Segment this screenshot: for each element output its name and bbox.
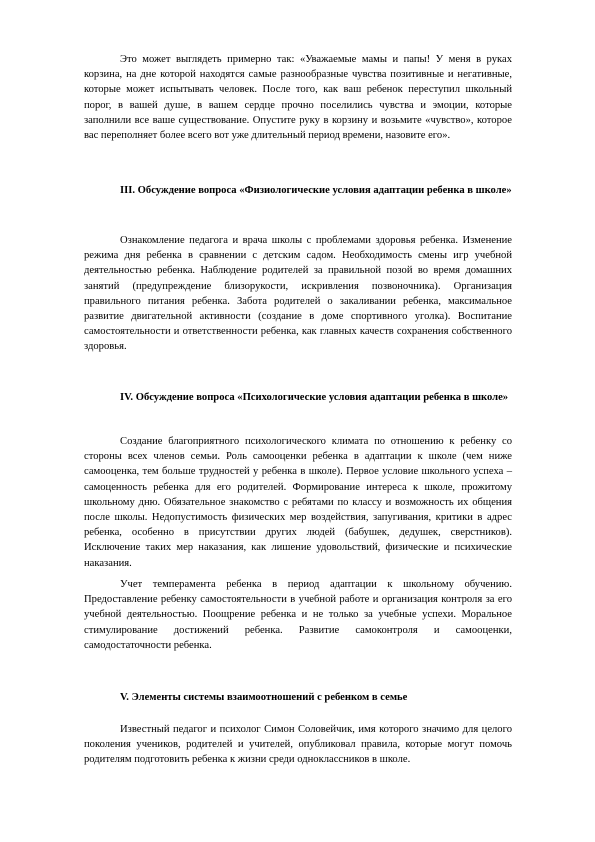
intro-paragraph: Это может выглядеть примерно так: «Уважаемые мамы и папы! У меня в руках корзина, на дне которой находятся самые разнообразные чувства позитивные и негативные, которые может испытывать человек. После того, как ваш ребенок переступил школьный порог, в вашей душе, в вашем сердце прочно поселились чувства и эмоции, которые заполнили все ваше существование. Опустите руку в корзину и возьмите «чувство», которое вас переполняет более всего вот уже длительный период времени, назовите его». [84,54,512,142]
section-5-paragraph: Известный педагог и психолог Симон Соловейчик, имя которого значимо для целого поколения учеников, родителей и учителей, опубликовал правила, которые могут помочь родителям подготовить ребенка к жизни среди одноклассников в школе. [84,724,512,766]
section-5-heading: V. Элементы системы взаимоотношений с ребенком в семье [120,692,408,703]
section-3-paragraph: Ознакомление педагога и врача школы с проблемами здоровья ребенка. Изменение режима дня ребенка в сравнении с детским садом. Необходимость смены игр учебной деятельностью ребенка. Наблюдение родителей за правильной позой во время домашних занятий (предупреждение близорукости, искривления позвоночника). Организация правильного питания ребенка. Забота родителей о закаливании ребенка, максимальное развитие двигательной активности (создание в доме спортивного уголка). Воспитание самостоятельности и ответственности ребенка, как главных качеств сохранения собственного здоровья. [84,235,512,353]
section-4-heading: IV. Обсуждение вопроса «Психологические условия адаптации ребенка в школе» [120,392,509,403]
section-4-paragraph-1: Создание благоприятного психологического климата по отношению к ребенку со стороны всех членов семьи. Роль самооценки ребенка в адаптации к школе (чем ниже самооценка, тем больше трудностей у ребенка в школе). Первое условие школьного успеха – самоценность ребенка для его родителей. Формирование интереса к школе, прожитому школьному дню. Обязательное знакомство с ребятами по классу и возможность их общения после школы. Недопустимость физических мер воздействия, запугивания, критики в адрес ребенка, особенно в присутствии других людей (бабушек, дедушек, сверстников). Исключение таких мер наказания, как лишение удовольствий, физические и психические наказания. [84,436,512,569]
section-4-paragraph-2: Учет темперамента ребенка в период адаптации к школьному обучению. Предоставление ребенку самостоятельности в учебной работе и организация контроля за его учебной деятельностью. Поощрение ребенка и не только за учебные успехи. Моральное стимулирование достижений ребенка. Развитие самоконтроля и самооценки, самодостаточности ребенка. [84,579,512,651]
section-3-heading: III. Обсуждение вопроса «Физиологические условия адаптации ребенка в школе» [120,185,512,196]
